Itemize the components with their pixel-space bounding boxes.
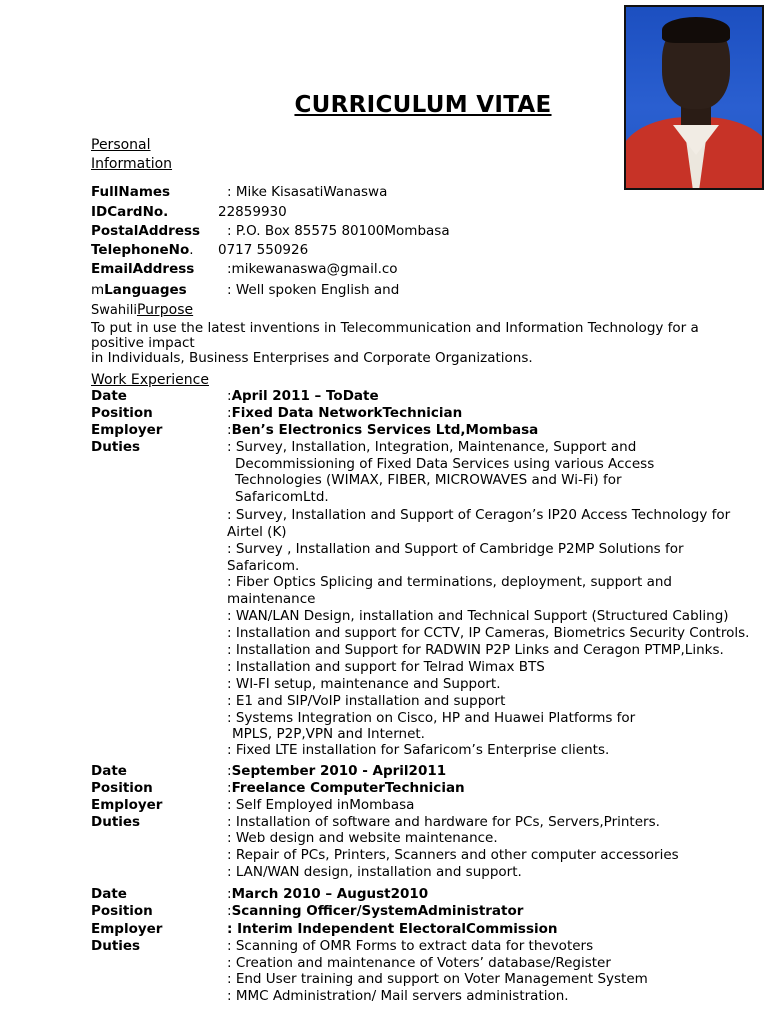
job2-position-value: :Freelance ComputerTechnician <box>227 780 465 796</box>
job1-date-label: Date <box>91 388 127 404</box>
field-row-telephone <box>91 242 194 259</box>
job3-duty: : End User training and support on Voter Management System <box>227 971 648 987</box>
job1-duty: Decommissioning of Fixed Data Services using various Access <box>235 456 655 472</box>
job3-duty: : Scanning of OMR Forms to extract data for thevoters <box>227 938 594 954</box>
field-label-email: EmailAddress <box>91 261 195 277</box>
field-label-fullnames: FullNames <box>91 184 171 200</box>
job2-date: September 2010 - April2011 <box>231 763 447 779</box>
job1-employer-label: Employer <box>91 422 163 438</box>
purpose-heading: Purpose <box>136 302 194 318</box>
purpose-text-line1: To put in use the latest inventions in Telecommunication and Information Technology for a positive impact <box>91 320 699 351</box>
field-label-telephone: TelephoneNo <box>91 242 190 258</box>
job2-date-value: :September 2010 - April2011 <box>227 763 447 779</box>
field-label-telephone-suffix: . <box>189 242 194 258</box>
job1-duty: SafaricomLtd. <box>235 489 329 505</box>
job3-duty: : Creation and maintenance of Voters’ database/Register <box>227 955 611 971</box>
job1-position-value: :Fixed Data NetworkTechnician <box>227 405 463 421</box>
work-heading: Work Experience <box>91 372 209 388</box>
purpose-text-line2: in Individuals, Business Enterprises and Corporate Organizations. <box>91 350 533 366</box>
field-label-languages: Languages <box>104 282 187 298</box>
job1-date-value: :April 2011 – ToDate <box>227 388 379 404</box>
job1-duty: : WAN/LAN Design, installation and Technical Support (Structured Cabling) <box>227 608 729 624</box>
job1-duty: Technologies (WIMAX, FIBER, MICROWAVES and Wi-Fi) for <box>235 472 622 488</box>
job1-duty: : E1 and SIP/VoIP installation and support <box>227 693 506 709</box>
field-label-languages-prefix: m <box>91 282 105 298</box>
job3-employer-value <box>227 921 558 938</box>
job2-date-label: Date <box>91 763 127 779</box>
job2-duty: : Installation of software and hardware for PCs, Servers,Printers. <box>227 814 660 830</box>
field-value-postal: : P.O. Box 85575 80100Mombasa <box>227 223 450 239</box>
job1-duty: : WI-FI setup, maintenance and Support. <box>227 676 501 692</box>
personal-heading-line2: Information <box>91 156 173 172</box>
job1-duty: maintenance <box>227 591 316 607</box>
job3-employer: : Interim Independent ElectoralCommission <box>227 921 558 937</box>
job1-duty: : Systems Integration on Cisco, HP and Huawei Platforms for <box>227 710 636 726</box>
job1-duty: : Survey , Installation and Support of Cambridge P2MP Solutions for <box>227 541 684 557</box>
job1-position-label: Position <box>91 405 153 421</box>
job1-duties-label: Duties <box>91 439 141 455</box>
job1-position: Fixed Data NetworkTechnician <box>231 405 463 421</box>
job1-duty: Safaricom. <box>227 558 300 574</box>
job3-date-value: :March 2010 – August2010 <box>227 886 429 902</box>
job1-duty: : Fixed LTE installation for Safaricom’s Enterprise clients. <box>227 742 610 758</box>
purpose-lead: Swahili <box>91 303 137 318</box>
job3-position-value: :Scanning Officer/SystemAdministrator <box>227 903 524 919</box>
job2-position: Freelance ComputerTechnician <box>231 780 465 796</box>
personal-heading-line1: Personal <box>91 137 151 153</box>
job3-employer-label: Employer <box>91 921 163 937</box>
job2-duty: : Web design and website maintenance. <box>227 830 498 846</box>
job1-duty: : Installation and support for Telrad Wimax BTS <box>227 659 545 675</box>
field-value-fullnames: : Mike KisasatiWanaswa <box>227 184 388 200</box>
job1-duty: : Survey, Installation, Integration, Maintenance, Support and <box>227 439 637 455</box>
job2-position-label: Position <box>91 780 153 796</box>
job3-date: March 2010 – August2010 <box>231 886 429 902</box>
field-label-idcard: IDCardNo. <box>91 204 169 220</box>
field-value-idcard: 22859930 <box>218 204 287 220</box>
job1-employer-value: :Ben’s Electronics Services Ltd,Mombasa <box>227 422 539 438</box>
page-title: CURRICULUM VITAE <box>294 92 552 118</box>
job2-employer-label: Employer <box>91 797 163 813</box>
job1-duty: : Installation and Support for RADWIN P2P Links and Ceragon PTMP,Links. <box>227 642 724 658</box>
job3-duty: : MMC Administration/ Mail servers administration. <box>227 988 569 1004</box>
job1-duty: MPLS, P2P,VPN and Internet. <box>232 726 425 742</box>
field-value-languages: : Well spoken English and <box>227 282 400 298</box>
job1-duty: : Survey, Installation and Support of Ceragon’s IP20 Access Technology for <box>227 507 731 523</box>
job1-duty: Airtel (K) <box>227 524 287 540</box>
purpose-heading-row <box>91 302 193 319</box>
job2-duty: : LAN/WAN design, installation and support. <box>227 864 522 880</box>
job3-position-label: Position <box>91 903 153 919</box>
field-label-postal: PostalAddress <box>91 223 201 239</box>
job3-date-label: Date <box>91 886 127 902</box>
field-value-email: :mikewanaswa@gmail.co <box>227 261 398 277</box>
job1-date: April 2011 – ToDate <box>231 388 379 404</box>
job2-employer: : Self Employed inMombasa <box>227 797 415 813</box>
job2-duty: : Repair of PCs, Printers, Scanners and other computer accessories <box>227 847 679 863</box>
field-value-telephone: 0717 550926 <box>218 242 309 258</box>
job1-employer: Ben’s Electronics Services Ltd,Mombasa <box>231 422 539 438</box>
field-row-languages <box>91 282 187 299</box>
job3-duties-label: Duties <box>91 938 141 954</box>
job1-duty: : Installation and support for CCTV, IP Cameras, Biometrics Security Controls. <box>227 625 750 641</box>
job2-duties-label: Duties <box>91 814 141 830</box>
job1-duty: : Fiber Optics Splicing and terminations, deployment, support and <box>227 574 672 590</box>
job3-position: Scanning Officer/SystemAdministrator <box>231 903 524 919</box>
